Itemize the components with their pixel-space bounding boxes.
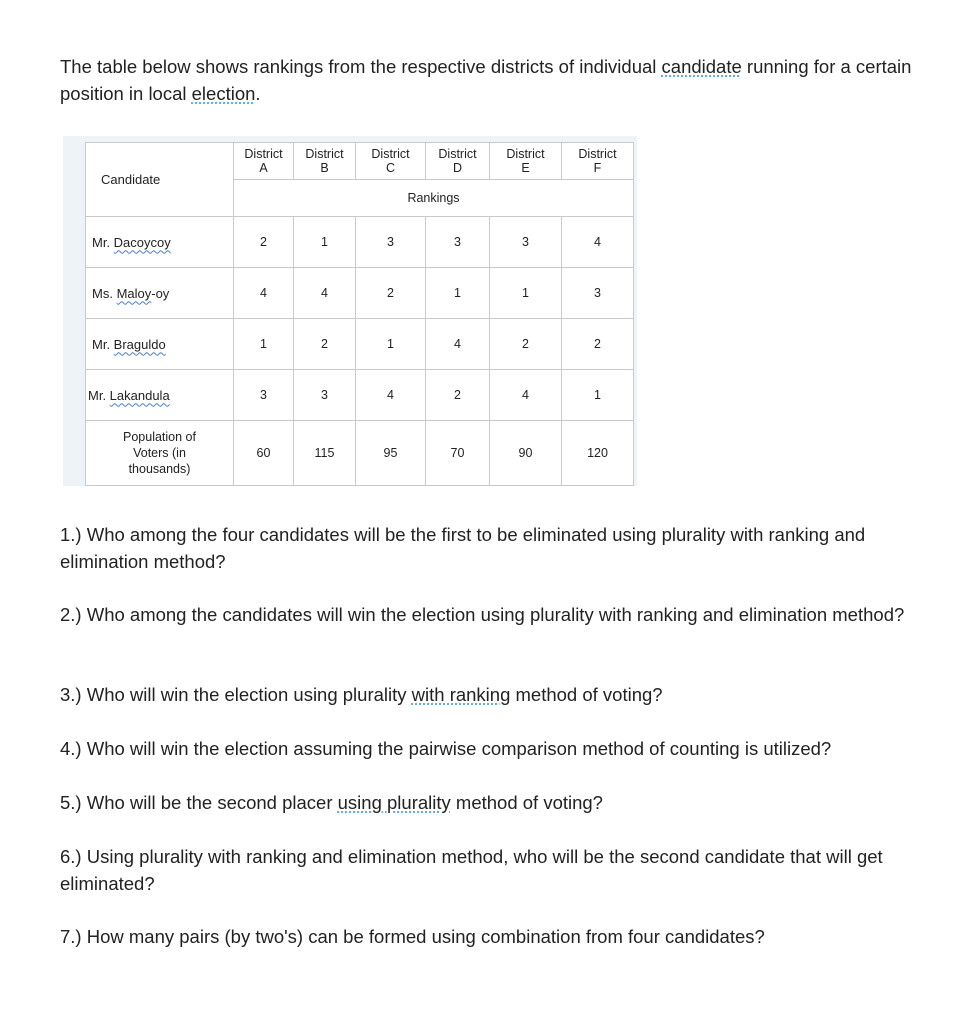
rank-cell: 3 [490,217,562,268]
rank-cell: 3 [294,370,356,421]
candidate-name: Mr. Braguldo [86,319,234,370]
question-5: 5.) Who will be the second placer using plurality method of voting? [60,792,603,813]
intro-text-1: The table below shows rankings from the respective districts of individual [60,56,662,77]
rank-cell: 2 [490,319,562,370]
table-row [86,268,634,319]
rank-cell: 2 [294,319,356,370]
question-4: 4.) Who will win the election assuming the pairwise comparison method of counting is utilized? [60,738,832,759]
question-3: 3.) Who will win the election using plurality with ranking method of voting? [60,684,663,705]
question-1: 1.) Who among the four candidates will be the first to be eliminated using plurality with ranking and elimination method? [60,524,866,572]
rank-cell: 4 [356,370,426,421]
rank-cell: 4 [562,217,634,268]
rank-cell: 4 [490,370,562,421]
candidate-name: Ms. Maloy-oy [86,268,234,319]
rank-cell: 2 [562,319,634,370]
rank-cell: 1 [356,319,426,370]
rank-cell: 3 [562,268,634,319]
rank-cell: 3 [234,370,294,421]
intro-election: election [191,83,256,104]
candidate-name: Mr. Lakandula [86,370,234,421]
rank-cell: 1 [562,370,634,421]
intro-candidate: candidate [661,56,742,77]
district-header: District A [234,143,294,180]
population-cell: 95 [356,421,426,486]
population-cell: 115 [294,421,356,486]
rankings-table-image [63,136,637,486]
table-row [86,319,634,370]
rank-cell: 4 [426,319,490,370]
district-header: District E [490,143,562,180]
candidate-header: Candidate [86,143,234,217]
district-header: District D [426,143,490,180]
rank-cell: 1 [234,319,294,370]
rank-cell: 1 [294,217,356,268]
question-6: 6.) Using plurality with ranking and elimination method, who will be the second candidate that will get eliminated? [60,846,883,894]
population-cell: 120 [562,421,634,486]
candidate-name: Mr. Dacoycoy [86,217,234,268]
population-cell: 90 [490,421,562,486]
district-header: District B [294,143,356,180]
question-7: 7.) How many pairs (by two's) can be formed using combination from four candidates? [60,926,765,947]
rank-cell: 3 [426,217,490,268]
rankings-label: Rankings [234,180,634,217]
intro-text-2: running for a certain position in local [60,56,912,104]
rank-cell: 4 [234,268,294,319]
population-cell: 70 [426,421,490,486]
rank-cell: 1 [490,268,562,319]
population-cell: 60 [234,421,294,486]
intro-text-3: . [255,83,261,104]
rank-cell: 2 [426,370,490,421]
question-2: 2.) Who among the candidates will win the election using plurality with ranking and elimination method? [60,604,905,625]
district-header: District C [356,143,426,180]
rank-cell: 2 [234,217,294,268]
rankings-table [85,142,634,486]
table-row [86,370,634,421]
table-row [86,217,634,268]
population-label: Population of Voters (in thousands) [86,421,234,486]
rank-cell: 1 [426,268,490,319]
population-row [86,421,634,486]
rank-cell: 3 [356,217,426,268]
rank-cell: 4 [294,268,356,319]
district-header: District F [562,143,634,180]
rank-cell: 2 [356,268,426,319]
intro-paragraph [60,53,930,107]
